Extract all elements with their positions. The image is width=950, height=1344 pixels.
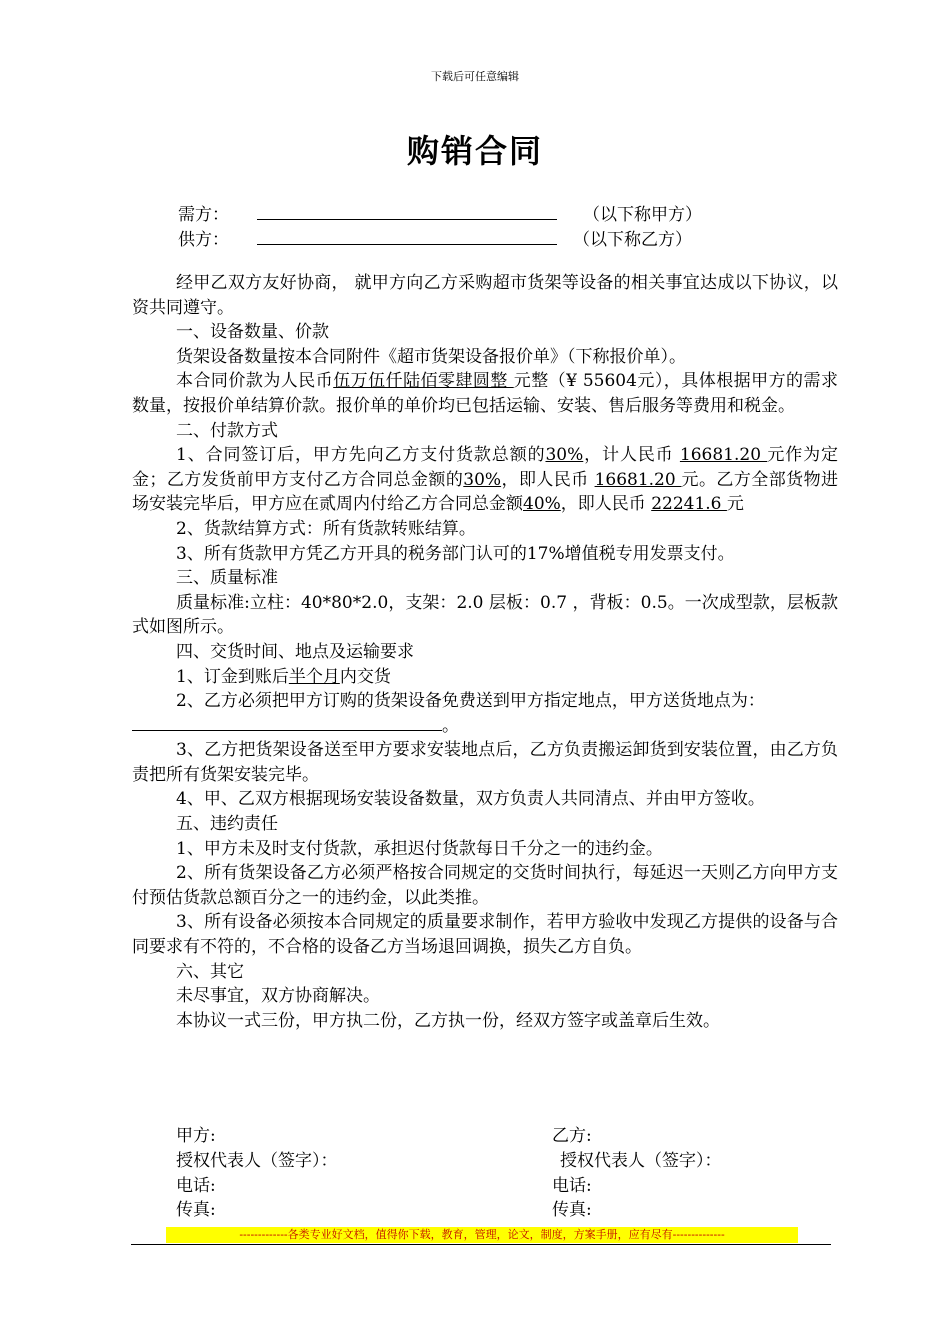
buyer-name-field: [257, 203, 557, 220]
payment-pct-2: 30%: [463, 469, 502, 490]
section-5-para-1: 1、甲方未及时支付货款，承担迟付货款每日千分之一的违约金。: [176, 838, 663, 859]
section-1-para-2: [132, 369, 838, 418]
price-text-a: 本合同价款为人民币: [176, 371, 334, 392]
footer-rule: [131, 1244, 831, 1245]
seller-line: [178, 225, 692, 250]
section-5-title: 五、违约责任: [176, 814, 278, 835]
delivery-period: 半个月: [288, 666, 340, 687]
section-6-para-1: 未尽事宜，双方协商解决。: [176, 986, 380, 1007]
header-note: 下载后可任意编辑: [431, 70, 519, 83]
payment-amount-1: 16681.20: [679, 445, 768, 466]
section-2-para-2: 2、货款结算方式：所有货款转账结算。: [176, 518, 476, 539]
party-a-tel: 电话:: [176, 1176, 216, 1196]
payment-pct-1: 30%: [545, 445, 584, 466]
payment-text-e: 元。乙方全部货物进场安装完毕后，甲方应在贰周内付给乙方合同总金额: [132, 469, 839, 515]
delivery-address-end: 。: [442, 715, 459, 736]
seller-label: 供方：: [178, 230, 229, 250]
page-title: 购销合同: [406, 132, 543, 170]
payment-text-g: 元: [726, 494, 744, 515]
section-4-para-2: 2、乙方必须把甲方订购的货架设备免费送到甲方指定地点，甲方送货地点为：: [176, 691, 765, 712]
buyer-label: 需方：: [178, 205, 229, 225]
buyer-line: [178, 200, 702, 225]
delivery-address-field: [132, 714, 442, 731]
payment-amount-2: 16681.20: [594, 469, 682, 490]
section-1-title: 一、设备数量、价款: [176, 322, 329, 343]
delivery-text-a: 1、订金到账后: [176, 666, 289, 687]
seller-suffix: （以下称乙方）: [573, 230, 692, 250]
party-a-rep: 授权代表人（签字）：: [176, 1151, 338, 1171]
party-a-fax: 传真:: [176, 1200, 216, 1220]
section-1-para-1: 货架设备数量按本合同附件《超市货架设备报价单》（下称报价单）。: [176, 346, 686, 367]
section-5-para-2: 2、所有货架设备乙方必须严格按合同规定的交货时间执行，每延迟一天则乙方向甲方支付预估货款总额百分之一的违约金，以此类推。: [132, 863, 838, 908]
payment-text-b: ，计人民币: [583, 445, 680, 466]
section-6-para-2: 本协议一式三份，甲方执二份，乙方执一份，经双方签字或盖章后生效。: [176, 1010, 720, 1031]
section-3-para-1: 质量标准:立柱：40*80*2.0，支架：2.0 层板：0.7 ，背板：0.5。一次成型款，层板款式如图所示。: [132, 592, 838, 638]
party-b-rep: 授权代表人（签字）：: [560, 1151, 722, 1171]
payment-text-f: ，即人民币: [560, 494, 652, 515]
section-2-para-3: 3、所有货款甲方凭乙方开具的税务部门认可的17%增值税专用发票支付。: [176, 543, 735, 564]
buyer-suffix: （以下称甲方）: [583, 205, 702, 225]
payment-text-a: 1、合同签订后，甲方先向乙方支付货款总额的: [176, 445, 546, 466]
party-b-fax: 传真:: [552, 1200, 592, 1220]
section-2-para-1: [132, 443, 838, 517]
section-4-para-1: [132, 665, 838, 690]
intro-paragraph: 经甲乙双方友好协商， 就甲方向乙方采购超市货架等设备的相关事宜达成以下协议，以资共同遵守。: [132, 273, 838, 318]
party-b-label: 乙方:: [552, 1126, 592, 1146]
contract-body: [132, 271, 838, 1033]
party-b-tel: 电话:: [552, 1176, 592, 1196]
footer-banner: -------------各类专业好文档，值得你下载，教育，管理，论文，制度，方案手册，应有尽有--------------: [166, 1227, 798, 1243]
payment-pct-3: 40%: [523, 494, 561, 515]
section-3-title: 三、质量标准: [176, 568, 278, 589]
seller-name-field: [257, 228, 557, 245]
price-text-b: 元整（¥ 55604元），具体根据甲方的需求数量，按报价单结算价款。报价单的单价均已包括运输、安装、售后服务等费用和税金。: [132, 371, 838, 416]
payment-amount-3: 22241.6: [651, 494, 727, 515]
party-a-label: 甲方:: [176, 1126, 216, 1146]
section-6-title: 六、其它: [176, 961, 244, 982]
delivery-address-line: [132, 714, 838, 739]
section-2-title: 二、付款方式: [176, 420, 278, 441]
payment-text-c: 元作为定金；乙方发货前甲方支付乙方合同总金额的: [132, 445, 838, 490]
section-4-para-4: 4、甲、乙双方根据现场安装设备数量，双方负责人共同清点、并由甲方签收。: [176, 789, 765, 810]
delivery-text-b: 内交货: [339, 666, 391, 687]
section-4-para-3: 3、乙方把货架设备送至甲方要求安装地点后，乙方负责搬运卸货到安装位置，由乙方负责把所有货架安装完毕。: [132, 740, 838, 785]
price-amount-words: 伍万伍仟陆佰零肆圆整: [333, 371, 514, 392]
section-5-para-3: 3、所有设备必须按本合同规定的质量要求制作，若甲方验收中发现乙方提供的设备与合同要求有不符的，不合格的设备乙方当场退回调换，损失乙方自负。: [132, 912, 838, 958]
section-4-title: 四、交货时间、地点及运输要求: [176, 641, 414, 662]
payment-text-d: ，即人民币: [501, 469, 595, 490]
